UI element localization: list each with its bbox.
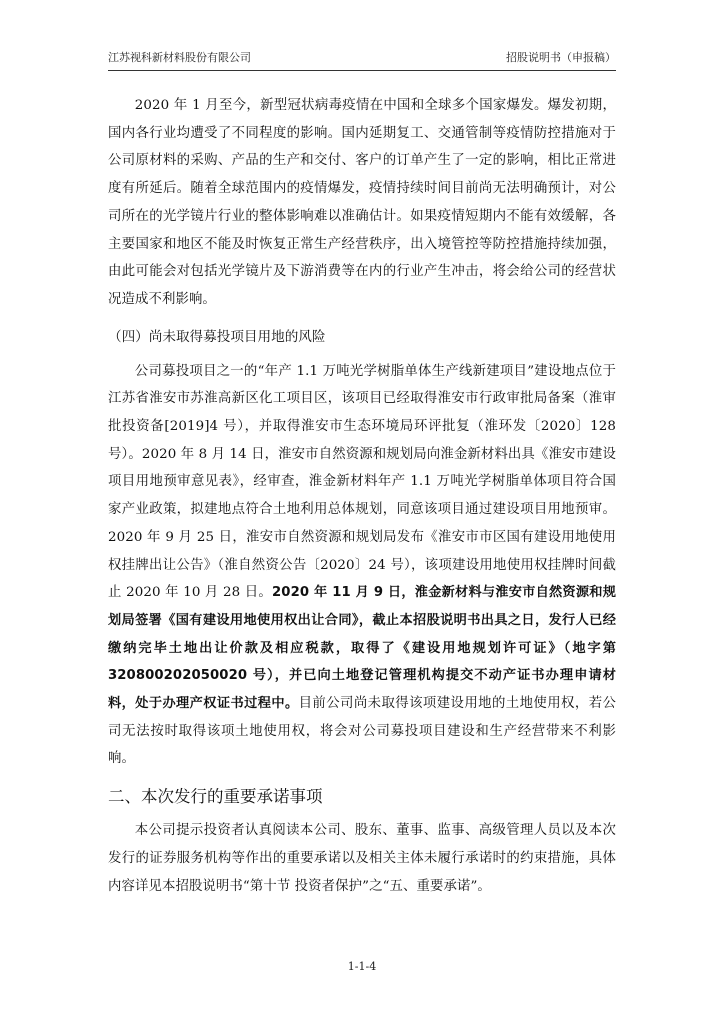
paragraph-land-risk-text-1: 公司募投项目之一的“年产 1.1 万吨光学树脂单体生产线新建项目”建设地点位于江苏省淮安市苏淮高新区化工项目区，该项目已经取得淮安市行政审批局备案（淮审批投资备[2019]4 号），并取得淮安市生态环境局环评批复（淮环发〔2020〕128 号）。2020 年 8 月 14 日，淮安市自然资源和规划局向淮金新材料出具《淮安市建设项目用地预审意见表》，经审查，淮金新材料年产 1.1 万吨光学树脂单体项目符合国家产业政策，拟建地点符合土地利用总体规划，同意该项目通过建设项目用地预审。2020 年 9 月 25 日，淮安市自然资源和规划局发布《淮安市市区国有建设用地使用权挂牌出让公告》（淮自然资公告〔2020〕24 号），该项建设用地使用权挂牌时间截止 2020 年 10 月 28 日。 [108, 363, 616, 601]
subheading-land-risk: （四）尚未取得募投项目用地的风险 [108, 328, 326, 345]
page-header [108, 48, 616, 68]
document-body [108, 92, 616, 900]
paragraph-land-risk-text-2: 目前公司尚未取得该项建设用地的土地使用权，若公司无法按时取得该项土地使用权，将会对公司募投项目建设和生产经营带来不利影响。 [108, 696, 616, 767]
paragraph-land-risk [108, 358, 616, 774]
header-company-name: 江苏视科新材料股份有限公司 [108, 51, 251, 64]
header-divider [108, 70, 616, 71]
paragraph-covid-risk: 2020 年 1 月至今，新型冠状病毒疫情在中国和全球多个国家爆发。爆发初期，国内各行业均遭受了不同程度的影响。国内延期复工、交通管制等疫情防控措施对于公司原材料的采购、产品的生产和交付、客户的订单产生了一定的影响，相比正常进度有所延后。随着全球范围内的疫情爆发，疫情持续时间目前尚无法明确预计，对公司所在的光学镜片行业的整体影响难以准确估计。如果疫情短期内不能有效缓解，各主要国家和地区不能及时恢复正常生产经营秩序，出入境管控等防控措施持续加强，由此可能会对包括光学镜片及下游消费等在内的行业产生冲击，将会给公司的经营状况造成不利影响。 [108, 98, 616, 307]
header-document-title: 招股说明书（申报稿） [506, 51, 616, 64]
paragraph-commitments: 本公司提示投资者认真阅读本公司、股东、董事、监事、高级管理人员以及本次发行的证券服务机构等作出的重要承诺以及相关主体未履行承诺时的约束措施，具体内容详见本招股说明书“第十节 投资者保护”之“五、重要承诺”。 [108, 823, 616, 894]
section-heading-commitments: 二、本次发行的重要承诺事项 [108, 787, 323, 807]
page-number: 1-1-4 [347, 960, 377, 973]
paragraph-land-risk-bold-text: 2020 年 11 月 9 日，淮金新材料与淮安市自然资源和规划局签署《国有建设用地使用权出让合同》，截止本招股说明书出具之日，发行人已经缴纳完毕土地出让价款及相应税款，取得了《建设用地规划许可证》（地字第 320800202050020 号），并已向土地登记管理机构提交不动产证书办理申请材料，处于办理产权证书过程中。 [108, 585, 616, 712]
